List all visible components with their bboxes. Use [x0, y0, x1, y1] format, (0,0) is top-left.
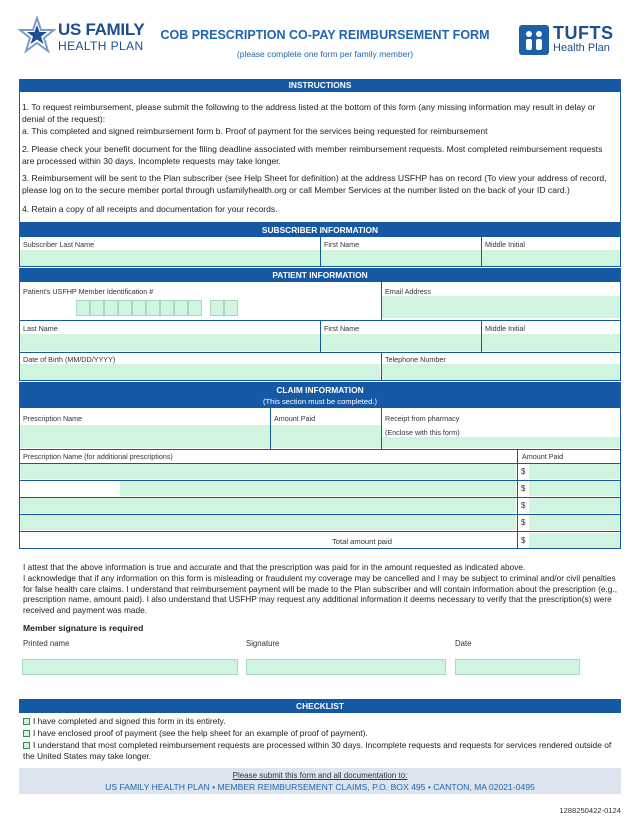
additional-prescriptions-label: Prescription Name (for additional prescriptions): [23, 452, 173, 461]
member-id-digit-input[interactable]: [104, 300, 118, 316]
instruction-item-1: 1. To request reimbursement, please submit the following to the address listed at the bottom of this form (any missing information may result in delay or denial of the request):: [22, 102, 596, 124]
email-input[interactable]: [382, 296, 620, 318]
additional-prescription-input[interactable]: [120, 481, 516, 496]
additional-amount-input[interactable]: [529, 481, 620, 496]
member-id-label: Patient's USFHP Member Identification #: [23, 287, 154, 296]
currency-symbol: $: [521, 467, 526, 476]
us-family-health-plan-logo: [18, 16, 148, 58]
divider: [320, 237, 321, 267]
divider: [270, 408, 271, 449]
instruction-item-1-sub: a. This completed and signed reimbursement form b. Proof of payment for the services being requested for reimbursement: [22, 126, 488, 136]
form-title: COB PRESCRIPTION CO-PAY REIMBURSEMENT FORM: [160, 28, 490, 42]
member-id-digit-input[interactable]: [210, 300, 224, 316]
additional-amount-input[interactable]: [529, 498, 620, 513]
patient-middle-initial-label: Middle Initial: [485, 324, 525, 333]
footer-address: US FAMILY HEALTH PLAN • MEMBER REIMBURSEMENT CLAIMS, P.O. BOX 495 • CANTON, MA 02021-0495: [105, 782, 535, 792]
currency-symbol: $: [521, 536, 526, 545]
divider: [19, 480, 621, 481]
member-id-digit-input[interactable]: [118, 300, 132, 316]
logo-right-line2: Health Plan: [553, 42, 610, 54]
amount-paid-column-label: Amount Paid: [522, 452, 564, 461]
subscriber-last-name-input[interactable]: [20, 250, 320, 266]
checkbox[interactable]: [23, 730, 30, 737]
divider: [19, 352, 621, 353]
instruction-item-4: 4. Retain a copy of all receipts and documentation for your records.: [22, 204, 278, 214]
subscriber-first-name-input[interactable]: [321, 250, 481, 266]
attestation-line-1: I attest that the above information is true and accurate and that the prescription was paid for in the amount requested as indicated above.: [23, 562, 526, 572]
instruction-item-3: 3. Reimbursement will be sent to the Plan subscriber (see Help Sheet for definition) at the address USFHP has on record (To view your address of record, please log on to the secure member portal through usfamilyhealth.org or call Member Services at the number listed on the back of your ID card.): [22, 173, 607, 195]
receipt-input[interactable]: [382, 437, 620, 448]
currency-symbol: $: [521, 484, 526, 493]
star-logo-icon: [18, 16, 56, 56]
additional-prescription-input[interactable]: [20, 464, 516, 479]
checkbox[interactable]: [23, 742, 30, 749]
dob-input[interactable]: [20, 364, 380, 380]
checkbox[interactable]: [23, 718, 30, 725]
receipt-note: (Enclose with this form): [385, 428, 460, 437]
divider: [481, 237, 482, 267]
checklist-item[interactable]: [23, 716, 619, 727]
currency-symbol: $: [521, 501, 526, 510]
patient-first-name-label: First Name: [324, 324, 360, 333]
member-id-digit-input[interactable]: [160, 300, 174, 316]
patient-heading: PATIENT INFORMATION: [19, 268, 621, 282]
claim-subheading: (This section must be completed.): [263, 397, 377, 406]
divider: [381, 352, 382, 381]
signature-input[interactable]: [246, 659, 446, 675]
instruction-item-2: 2. Please check your benefit document for the filing deadline associated with member reimbursement requests. Most completed reimbursement requests are processed within 30 days. Incomplete requests may take longer.: [22, 144, 603, 166]
logo-right-line1: TUFTS: [553, 23, 614, 43]
divider: [381, 282, 382, 320]
printed-name-input[interactable]: [22, 659, 238, 675]
patient-first-name-input[interactable]: [321, 334, 481, 351]
subscriber-last-name-label: Subscriber Last Name: [23, 240, 95, 249]
checklist-item-text: I have enclosed proof of payment (see the help sheet for an example of proof of payment).: [33, 728, 368, 738]
tufts-health-plan-logo: [519, 25, 629, 59]
checklist-item-text: I have completed and signed this form in its entirety.: [33, 716, 226, 726]
prescription-name-label: Prescription Name: [23, 414, 83, 423]
form-code: 1288250422-0124: [559, 806, 621, 815]
divider: [19, 449, 621, 450]
subscriber-first-name-label: First Name: [324, 240, 360, 249]
additional-prescription-input[interactable]: [20, 515, 516, 530]
total-amount-label: Total amount paid: [332, 537, 392, 546]
divider: [19, 463, 621, 464]
member-id-digit-input[interactable]: [76, 300, 90, 316]
divider: [320, 320, 321, 352]
member-id-digit-input[interactable]: [174, 300, 188, 316]
additional-amount-input[interactable]: [529, 515, 620, 530]
member-id-digit-input[interactable]: [188, 300, 202, 316]
printed-name-label: Printed name: [23, 639, 70, 648]
subscriber-middle-initial-label: Middle Initial: [485, 240, 525, 249]
additional-amount-input[interactable]: [529, 464, 620, 479]
receipt-label: Receipt from pharmacy: [385, 414, 460, 423]
date-input[interactable]: [455, 659, 580, 675]
divider: [517, 449, 518, 549]
phone-input[interactable]: [382, 364, 620, 380]
instructions-heading: INSTRUCTIONS: [19, 79, 621, 92]
checklist-item[interactable]: [23, 728, 619, 739]
form-header: [0, 0, 640, 76]
prescription-name-input[interactable]: [20, 425, 270, 448]
signature-label: Signature: [246, 639, 280, 648]
patient-last-name-label: Last Name: [23, 324, 58, 333]
email-label: Email Address: [385, 287, 431, 296]
patient-last-name-input[interactable]: [20, 334, 320, 351]
divider: [381, 408, 382, 449]
logo-left-line2: HEALTH PLAN: [58, 39, 144, 53]
phone-label: Telephone Number: [385, 355, 446, 364]
date-label: Date: [455, 639, 472, 648]
mailing-address-footer: [19, 768, 621, 794]
checklist-heading: CHECKLIST: [19, 699, 621, 713]
signature-required-label: Member signature is required: [23, 623, 144, 633]
member-id-digit-input[interactable]: [132, 300, 146, 316]
footer-instruction: Please submit this form and all documentation to:: [232, 771, 408, 780]
subscriber-middle-initial-input[interactable]: [482, 250, 620, 266]
additional-prescription-input[interactable]: [20, 498, 516, 513]
currency-symbol: $: [521, 518, 526, 527]
checklist-item-text: I understand that most completed reimbursement requests are processed within 30 days. Incomplete requests and requests for services rendered outside of the United States may take longer.: [23, 740, 612, 761]
subscriber-heading: SUBSCRIBER INFORMATION: [19, 223, 621, 237]
checklist-item[interactable]: [23, 740, 619, 762]
divider: [19, 497, 621, 498]
divider: [19, 531, 621, 532]
amount-paid-label: Amount Paid: [274, 414, 316, 423]
total-amount-input[interactable]: [529, 533, 620, 548]
attestation-line-2: I acknowledge that if any information on this form is misleading or fraudulent my coverage may be cancelled and I may be subject to criminal and/or civil penalties for false health care claims. I understand that reimbursement payment will be made to the Plan subscriber and will contain information about the prescription (e.g., prescription name, amount paid). I also understand that USFHP may request any additional information it deems necessary to verify that the prescription(s) were received and payment was made.: [23, 573, 617, 615]
member-id-digit-input[interactable]: [224, 300, 238, 316]
dob-label: Date of Birth (MM/DD/YYYY): [23, 355, 116, 364]
member-id-digit-input[interactable]: [90, 300, 104, 316]
divider: [481, 320, 482, 352]
logo-left-line1: US FAMILY: [58, 20, 145, 39]
amount-paid-input[interactable]: [271, 425, 381, 448]
claim-heading: CLAIM INFORMATION: [276, 385, 364, 395]
patient-middle-initial-input[interactable]: [482, 334, 620, 351]
member-id-digit-input[interactable]: [146, 300, 160, 316]
tufts-mark-icon: [519, 25, 549, 55]
form-subtitle: (please complete one form per family member): [236, 49, 414, 59]
divider: [19, 514, 621, 515]
